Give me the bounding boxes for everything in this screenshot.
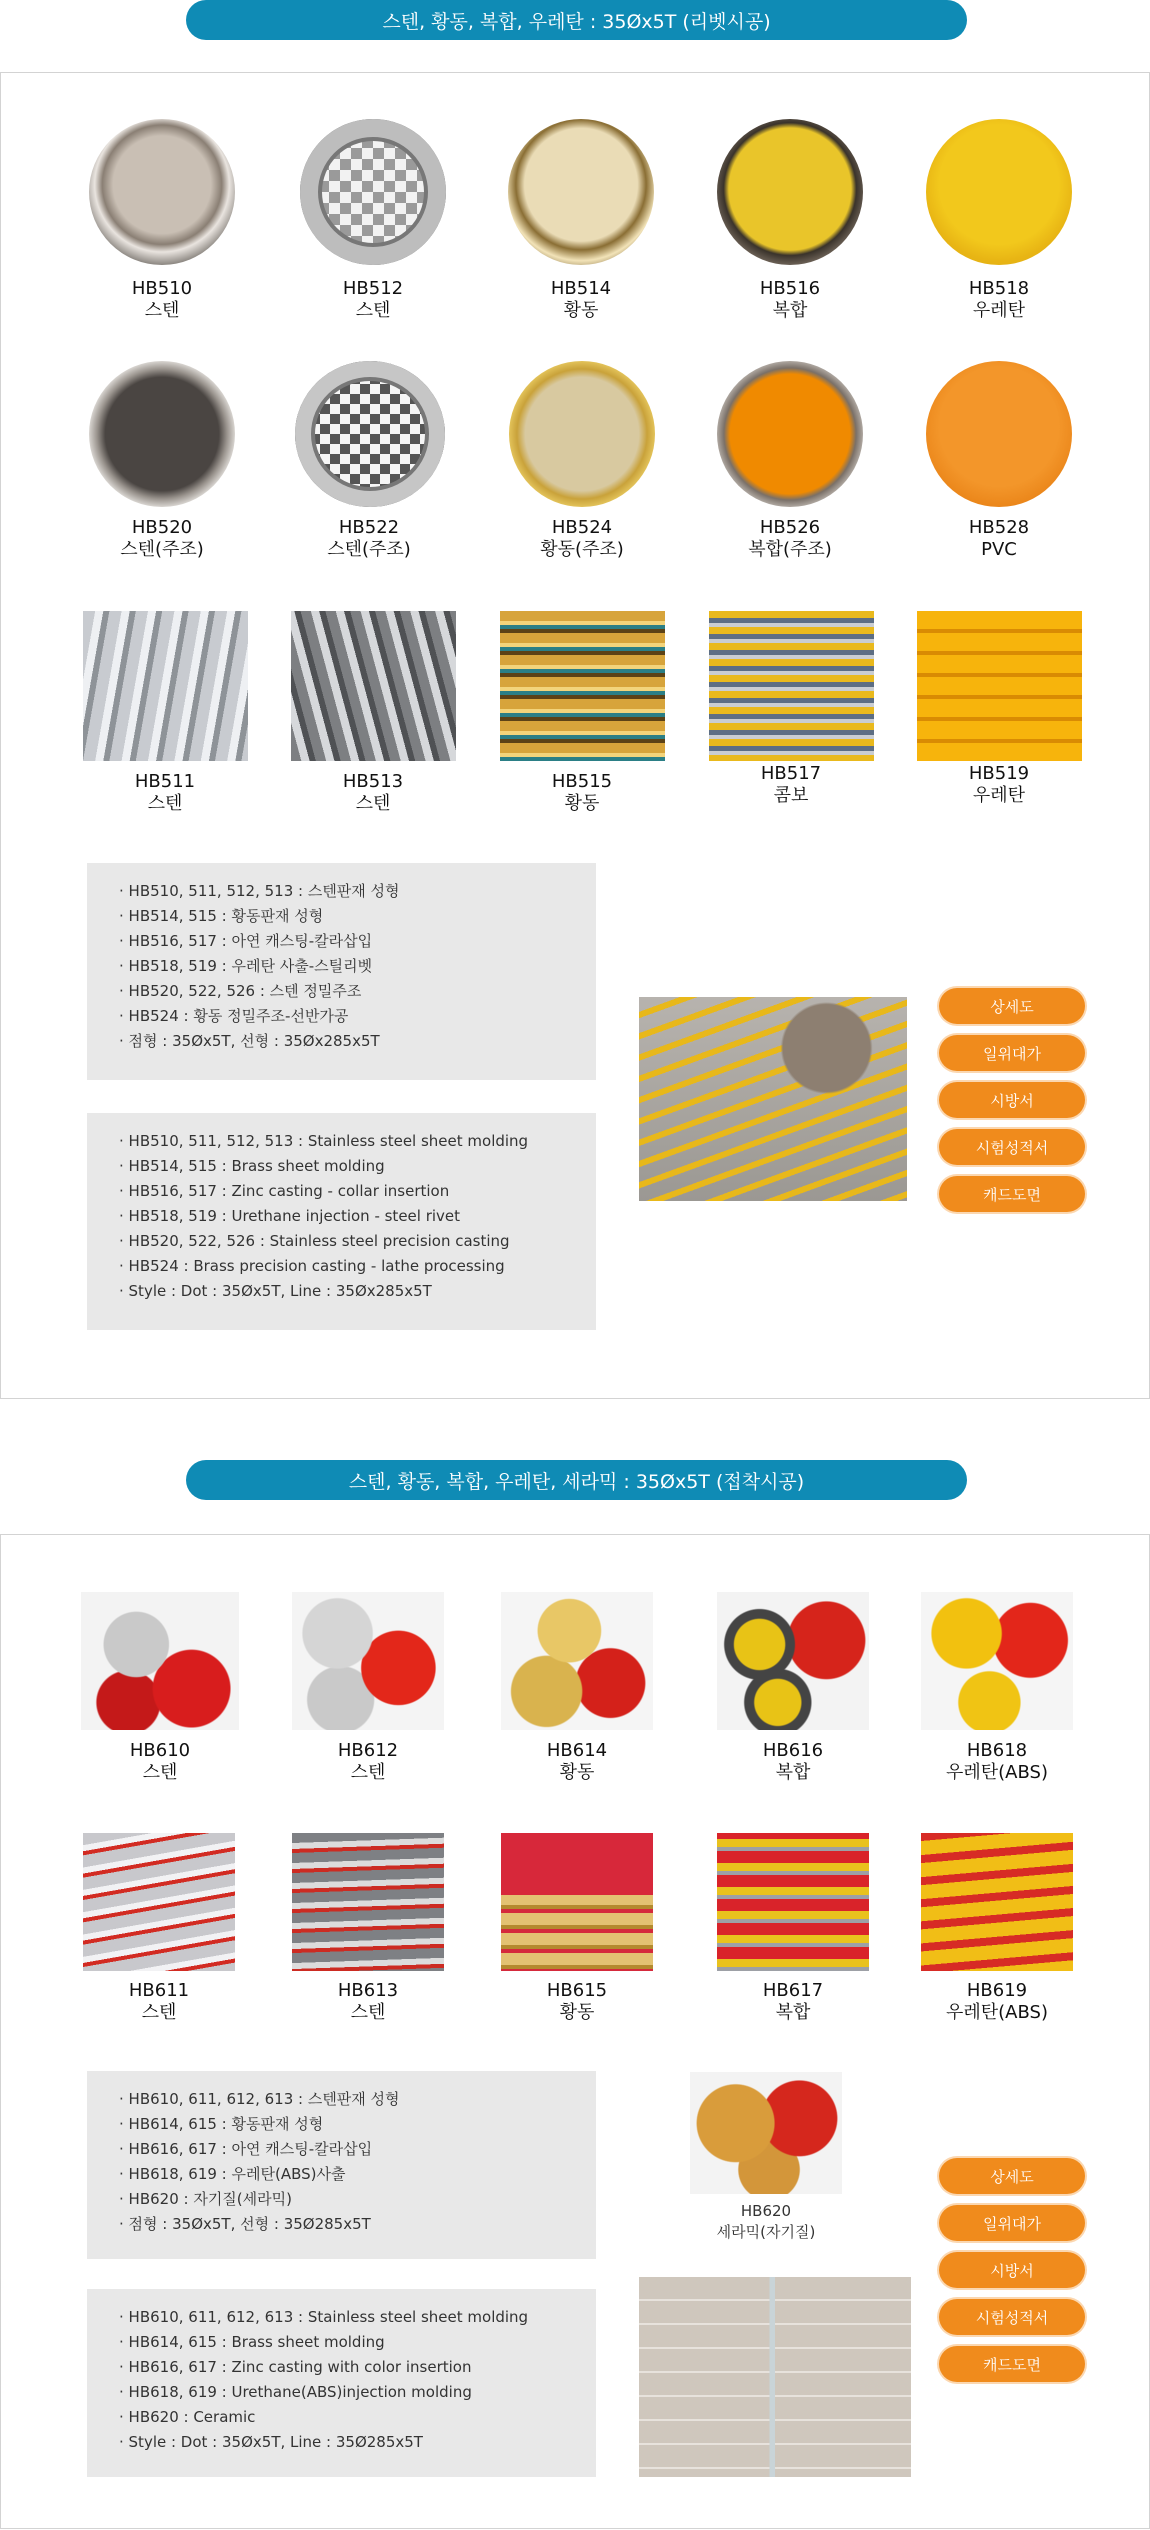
hb619-image [921,1833,1073,1971]
hb610-image [81,1592,239,1730]
info-line: · 점형 : 35Øx5T, 선형 : 35Ø285x5T [119,2215,371,2233]
info-line: · HB616, 617 : Zinc casting with color insertion [119,2358,472,2376]
hb613-label: HB613 스텐 [337,1980,399,2023]
hb516-image [717,119,863,265]
hb518-label: HB518 우레탄 [968,278,1030,321]
info-line: · HB518, 519 : Urethane injection - steel rivet [119,1207,461,1225]
info-line: · HB510, 511, 512, 513 : 스텐판재 성형 [119,882,400,900]
section2-info-korean [87,2071,596,2259]
section1-info-english [87,1113,596,1330]
info-line: · HB618, 619 : 우레탄(ABS)사출 [119,2165,346,2183]
hb611-label: HB611 스텐 [128,1980,190,2023]
hb617-image [717,1833,869,1971]
cad-drawing-button[interactable]: 캐드도면 [939,1176,1085,1212]
hb612-label: HB612 스텐 [337,1740,399,1783]
detail-drawing-button[interactable]: 상세도 [939,988,1085,1024]
hb513-image [291,611,456,761]
section2-panel [0,1534,1150,2529]
hb526-label: HB526 복합(주조) [748,517,832,560]
info-line: · HB614, 615 : 황동판재 성형 [119,2115,324,2133]
hb513-label: HB513 스텐 [342,771,404,814]
hb516-label: HB516 복합 [759,278,821,321]
installation-photo [639,997,907,1201]
hb616-label: HB616 복합 [762,1740,824,1783]
hb514-label: HB514 황동 [550,278,612,321]
info-line: · HB620 : 자기질(세라믹) [119,2190,292,2208]
hb615-label: HB615 황동 [546,1980,608,2023]
info-line: · HB520, 522, 526 : 스텐 정밀주조 [119,982,362,1000]
hb613-image [292,1833,444,1971]
hb620-label: HB620 세라믹(자기질) [716,2202,816,2241]
hb511-label: HB511 스텐 [134,771,196,814]
detail-drawing-button[interactable]: 상세도 [939,2158,1085,2194]
hb514-image [508,119,654,265]
info-line: · HB510, 511, 512, 513 : Stainless steel sheet molding [119,1132,529,1150]
hb522-label: HB522 스텐(주조) [327,517,411,560]
specification-button[interactable]: 시방서 [939,1082,1085,1118]
hb522-image [295,361,445,507]
hb611-image [83,1833,235,1971]
hb510-label: HB510 스텐 [131,278,193,321]
hb519-label: HB519 우레탄 [968,763,1030,806]
info-line: · Style : Dot : 35Øx5T, Line : 35Øx285x5T [119,1282,432,1300]
hb528-label: HB528 PVC [968,517,1030,560]
info-line: · HB520, 522, 526 : Stainless steel precision casting [119,1232,510,1250]
specification-button[interactable]: 시방서 [939,2252,1085,2288]
section2-banner: 스텐, 황동, 복합, 우레탄, 세라믹 : 35Øx5T (접착시공) [186,1460,967,1500]
info-line: · HB524 : Brass precision casting - lathe processing [119,1257,505,1275]
hb617-label: HB617 복합 [762,1980,824,2023]
section1-banner: 스텐, 황동, 복합, 우레탄 : 35Øx5T (리벳시공) [186,0,967,40]
hb618-label: HB618 우레탄(ABS) [946,1740,1048,1783]
hb520-label: HB520 스텐(주조) [120,517,204,560]
hb517-image [709,611,874,761]
info-line: · HB610, 611, 612, 613 : Stainless steel sheet molding [119,2308,529,2326]
section1-info-korean [87,863,596,1080]
test-report-button[interactable]: 시험성적서 [939,2299,1085,2335]
info-line: · HB516, 517 : 아연 캐스팅-칼라삽입 [119,932,373,950]
info-line: · HB614, 615 : Brass sheet molding [119,2333,385,2351]
entrance-photo [639,2277,911,2477]
unit-cost-button[interactable]: 일위대가 [939,2205,1085,2241]
hb510-image [89,119,235,265]
hb515-label: HB515 황동 [551,771,613,814]
info-line: · 점형 : 35Øx5T, 선형 : 35Øx285x5T [119,1032,380,1050]
hb512-image [300,119,446,265]
test-report-button[interactable]: 시험성적서 [939,1129,1085,1165]
hb615-image [501,1833,653,1971]
section2-info-english [87,2289,596,2477]
cad-drawing-button[interactable]: 캐드도면 [939,2346,1085,2382]
hb515-image [500,611,665,761]
hb524-image [509,361,655,507]
info-line: · HB514, 515 : 황동판재 성형 [119,907,324,925]
hb519-image [917,611,1082,761]
hb524-label: HB524 황동(주조) [540,517,624,560]
hb616-image [717,1592,869,1730]
info-line: · HB514, 515 : Brass sheet molding [119,1157,385,1175]
info-line: · Style : Dot : 35Øx5T, Line : 35Ø285x5T [119,2433,423,2451]
hb614-label: HB614 황동 [546,1740,608,1783]
info-line: · HB616, 617 : 아연 캐스팅-칼라삽입 [119,2140,373,2158]
info-line: · HB524 : 황동 정밀주조-선반가공 [119,1007,349,1025]
hb610-label: HB610 스텐 [129,1740,191,1783]
hb528-image [926,361,1072,507]
hb612-image [292,1592,444,1730]
info-line: · HB618, 619 : Urethane(ABS)injection molding [119,2383,472,2401]
info-line: · HB516, 517 : Zinc casting - collar insertion [119,1182,450,1200]
hb511-image [83,611,248,761]
info-line: · HB620 : Ceramic [119,2408,256,2426]
info-line: · HB610, 611, 612, 613 : 스텐판재 성형 [119,2090,400,2108]
hb520-image [89,361,235,507]
hb614-image [501,1592,653,1730]
unit-cost-button[interactable]: 일위대가 [939,1035,1085,1071]
hb518-image [926,119,1072,265]
section1-panel [0,72,1150,1399]
info-line: · HB518, 519 : 우레탄 사출-스틸리벳 [119,957,373,975]
hb512-label: HB512 스텐 [342,278,404,321]
hb517-label: HB517 콤보 [760,763,822,806]
hb620-image [690,2072,842,2194]
hb619-label: HB619 우레탄(ABS) [946,1980,1048,2023]
hb526-image [717,361,863,507]
hb618-image [921,1592,1073,1730]
